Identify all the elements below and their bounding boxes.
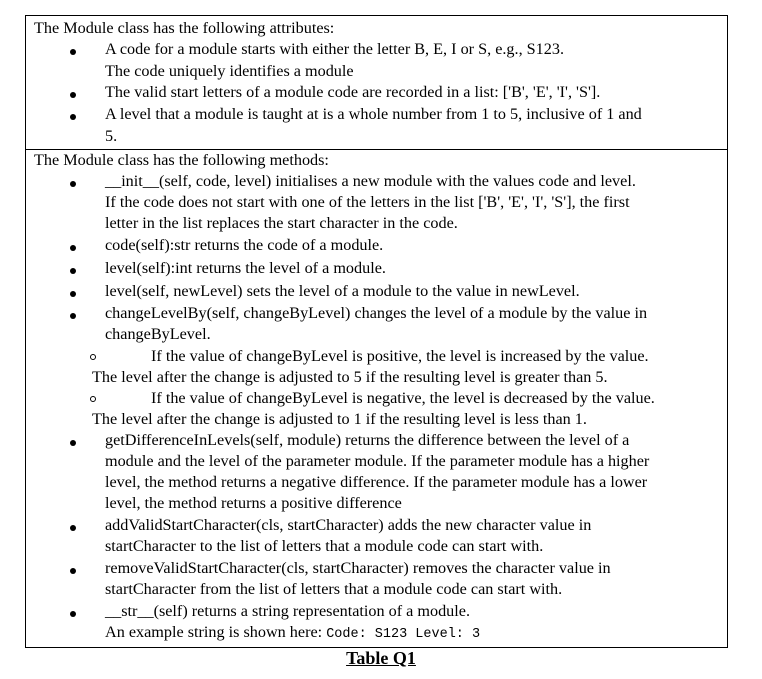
level-getter: level(self):int returns the level of a module. xyxy=(105,259,386,277)
attribute-valid-letters: The valid start letters of a module code are recorded in a list: ['B', 'E', 'I', 'S']. xyxy=(105,83,601,101)
difference-line3: level, the method returns a negative difference. If the parameter module has a lower xyxy=(105,473,648,491)
sub-positive-line2: The level after the change is adjusted to 5 if the resulting level is greater than 5. xyxy=(92,368,608,386)
change-level-line2: changeByLevel. xyxy=(105,325,211,343)
init-line1: __init__(self, code, level) initialises a new module with the values code and level. xyxy=(105,172,636,190)
methods-cell xyxy=(26,150,727,647)
sub-bullet-circle-icon xyxy=(90,396,96,402)
str-example-code: Code: S123 Level: 3 xyxy=(326,627,481,642)
add-valid-line1: addValidStartCharacter(cls, startCharacter) adds the new character value in xyxy=(105,516,592,534)
attribute-code-line2: The code uniquely identifies a module xyxy=(105,62,354,80)
difference-line2: module and the level of the parameter module. If the parameter module has a higher xyxy=(105,452,650,470)
sub-negative-line2: The level after the change is adjusted to 1 if the resulting level is less than 1. xyxy=(92,410,587,428)
level-setter: level(self, newLevel) sets the level of a module to the value in newLevel. xyxy=(105,282,580,300)
code-getter: code(self):str returns the code of a module. xyxy=(105,236,384,254)
bullet-icon xyxy=(70,440,76,446)
bullet-icon xyxy=(70,181,76,187)
attribute-code-line1: A code for a module starts with either the letter B, E, I or S, e.g., S123. xyxy=(105,40,564,58)
bullet-icon xyxy=(70,114,76,120)
bullet-icon xyxy=(70,611,76,617)
attributes-cell xyxy=(26,16,727,150)
attribute-level-line2: 5. xyxy=(105,127,118,145)
init-line3: letter in the list replaces the start character in the code. xyxy=(105,214,458,232)
bullet-icon xyxy=(70,291,76,297)
sub-bullet-circle-icon xyxy=(90,354,96,360)
difference-line1: getDifferenceInLevels(self, module) returns the difference between the level of a xyxy=(105,431,630,449)
str-example-intro: An example string is shown here: xyxy=(105,623,327,641)
table-caption: Table Q1 xyxy=(346,648,416,668)
bullet-icon xyxy=(70,525,76,531)
change-level-line1: changeLevelBy(self, changeByLevel) changes the level of a module by the value in xyxy=(105,304,648,322)
bullet-icon xyxy=(70,92,76,98)
methods-heading: The Module class has the following methods: xyxy=(34,151,329,169)
attributes-heading: The Module class has the following attributes: xyxy=(34,19,335,37)
str-method-line1: __str__(self) returns a string representation of a module. xyxy=(105,602,471,620)
remove-valid-line1: removeValidStartCharacter(cls, startCharacter) removes the character value in xyxy=(105,559,611,577)
add-valid-line2: startCharacter to the list of letters that a module code can start with. xyxy=(105,537,544,555)
bullet-icon xyxy=(70,568,76,574)
attribute-level-line1: A level that a module is taught at is a whole number from 1 to 5, inclusive of 1 and xyxy=(105,105,642,123)
bullet-icon xyxy=(70,268,76,274)
bullet-icon xyxy=(70,245,76,251)
remove-valid-line2: startCharacter from the list of letters that a module code can start with. xyxy=(105,580,563,598)
sub-positive-line1: If the value of changeByLevel is positive, the level is increased by the value. xyxy=(151,347,649,365)
bullet-icon xyxy=(70,313,76,319)
bullet-icon xyxy=(70,49,76,55)
str-method-line2 xyxy=(105,622,480,645)
init-line2: If the code does not start with one of the letters in the list ['B', 'E', 'I', 'S'], the first xyxy=(105,193,630,211)
module-class-table xyxy=(25,15,728,648)
difference-line4: level, the method returns a positive difference xyxy=(105,494,402,512)
sub-negative-line1: If the value of changeByLevel is negative, the level is decreased by the value. xyxy=(151,389,655,407)
